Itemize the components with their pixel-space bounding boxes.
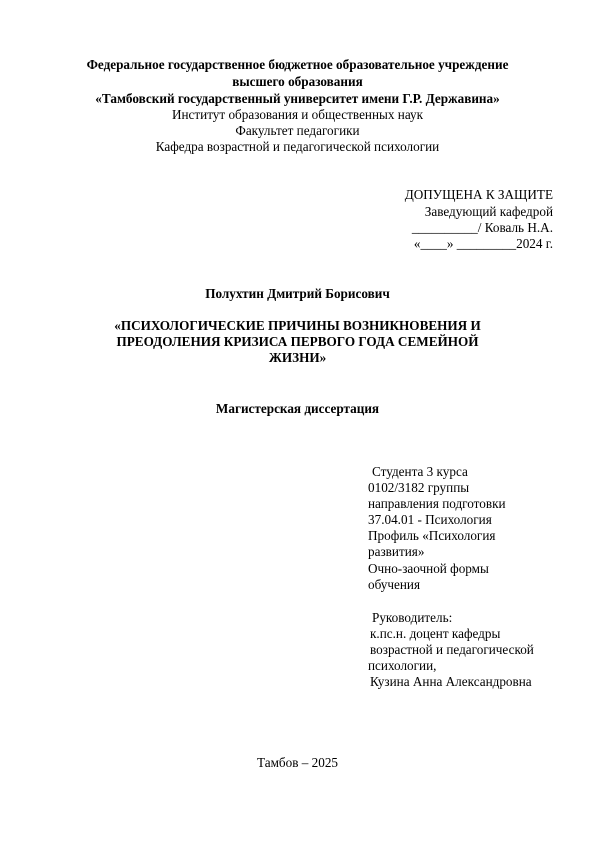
approval-heading: ДОПУЩЕНА К ЗАЩИТЕ: [404, 187, 553, 202]
supervisor-name: Кузина Анна Александровна: [370, 674, 532, 689]
student-group: 0102/3182 группы: [368, 480, 470, 495]
thesis-title-line-1: «ПСИХОЛОГИЧЕСКИЕ ПРИЧИНЫ ВОЗНИКНОВЕНИЯ И: [114, 318, 481, 333]
org-line-1: Федеральное государственное бюджетное образовательное учреждение: [86, 57, 509, 72]
student-profile: Профиль «Психология: [368, 528, 496, 543]
work-type: Магистерская диссертация: [215, 401, 380, 416]
student-direction-label: направления подготовки: [368, 496, 506, 511]
department-name: Кафедра возрастной и педагогической психологии: [155, 139, 440, 154]
approval-head-of-department: Заведующий кафедрой: [424, 204, 553, 219]
supervisor-label: Руководитель:: [372, 610, 453, 625]
org-line-2: высшего образования: [232, 74, 363, 89]
institute-name: Институт образования и общественных наук: [171, 107, 424, 122]
author-name: Полухтин Дмитрий Борисович: [205, 286, 390, 301]
city-year: Тамбов – 2025: [256, 755, 339, 770]
student-study-form: Очно-заочной формы: [368, 561, 489, 576]
university-name: «Тамбовский государственный университет имени Г.Р. Державина»: [95, 91, 500, 106]
supervisor-department-cont: психологии,: [368, 658, 437, 673]
student-course: Студента 3 курса: [372, 464, 468, 479]
approval-signature-line: __________/ Коваль Н.А.: [411, 220, 553, 235]
student-study-form-cont: обучения: [368, 577, 421, 592]
thesis-title-line-3: ЖИЗНИ»: [268, 350, 327, 365]
supervisor-degree: к.пс.н. доцент кафедры: [370, 626, 501, 641]
supervisor-department: возрастной и педагогической: [370, 642, 534, 657]
faculty-name: Факультет педагогики: [235, 123, 360, 138]
student-profile-cont: развития»: [368, 544, 425, 559]
student-direction-code: 37.04.01 - Психология: [368, 512, 492, 527]
thesis-title-line-2: ПРЕОДОЛЕНИЯ КРИЗИСА ПЕРВОГО ГОДА СЕМЕЙНОЙ: [116, 334, 479, 349]
approval-date-line: «____» _________2024 г.: [413, 236, 553, 251]
